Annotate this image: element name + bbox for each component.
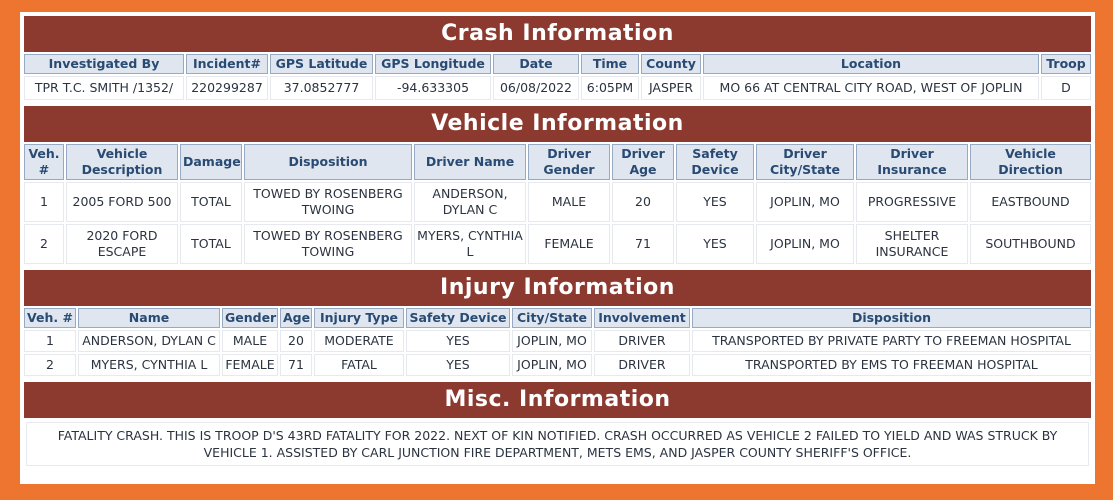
table-cell: PROGRESSIVE [856,182,968,222]
column-header: Driver Age [612,144,674,180]
table-row [24,330,1091,352]
table-cell: YES [676,224,754,264]
table-cell: YES [406,330,510,352]
column-header: Veh. # [24,144,64,180]
table-cell: MALE [222,330,278,352]
injury-information-heading: Injury Information [24,270,1091,306]
column-header: GPS Latitude [270,54,373,74]
table-cell: DRIVER [594,330,690,352]
table-row [24,76,1091,100]
table-cell: MALE [528,182,610,222]
table-cell: ANDERSON, DYLAN C [414,182,526,222]
column-header: Time [581,54,639,74]
table-cell: MYERS, CYNTHIA L [414,224,526,264]
table-cell: SHELTER INSURANCE [856,224,968,264]
column-header: Name [78,308,220,328]
column-header: Investigated By [24,54,184,74]
table-cell: TPR T.C. SMITH /1352/ [24,76,184,100]
column-header: Vehicle Direction [970,144,1091,180]
table-cell: TRANSPORTED BY PRIVATE PARTY TO FREEMAN HOSPITAL [692,330,1091,352]
crash-header-row [24,54,1091,74]
table-cell: TOWED BY ROSENBERG TOWING [244,224,412,264]
table-cell: EASTBOUND [970,182,1091,222]
column-header: County [641,54,701,74]
table-cell: 1 [24,330,76,352]
table-cell: YES [406,354,510,376]
table-cell: JOPLIN, MO [756,182,854,222]
table-row [24,182,1091,222]
table-cell: MYERS, CYNTHIA L [78,354,220,376]
table-row [24,224,1091,264]
table-cell: YES [676,182,754,222]
column-header: Disposition [692,308,1091,328]
vehicle-header-row [24,144,1091,180]
table-cell: MODERATE [314,330,404,352]
table-cell: FEMALE [528,224,610,264]
table-cell: 20 [280,330,312,352]
column-header: Incident# [186,54,268,74]
column-header: Vehicle Description [66,144,178,180]
table-cell: TOWED BY ROSENBERG TWOING [244,182,412,222]
table-cell: SOUTHBOUND [970,224,1091,264]
injury-information-table [22,306,1093,378]
table-cell: JOPLIN, MO [756,224,854,264]
column-header: Injury Type [314,308,404,328]
table-cell: 220299287 [186,76,268,100]
table-row [24,354,1091,376]
table-cell: -94.633305 [375,76,491,100]
table-cell: 2 [24,354,76,376]
table-cell: FEMALE [222,354,278,376]
column-header: Safety Device [676,144,754,180]
column-header: Disposition [244,144,412,180]
misc-information-text: FATALITY CRASH. THIS IS TROOP D'S 43RD FATALITY FOR 2022. NEXT OF KIN NOTIFIED. CRASH OCCURRED AS VEHICLE 2 FAILED TO YIELD AND WAS STRUCK BY VEHICLE 1. ASSISTED BY CARL JUNCTION FIRE DEPARTMENT, METS EMS, AND JASPER COUNTY SHERIFF'S OFFICE. [26,422,1089,466]
table-cell: 2005 FORD 500 [66,182,178,222]
table-cell: 71 [612,224,674,264]
column-header: Driver Insurance [856,144,968,180]
crash-report-panel [20,12,1095,484]
table-cell: DRIVER [594,354,690,376]
column-header: Involvement [594,308,690,328]
table-cell: MO 66 AT CENTRAL CITY ROAD, WEST OF JOPLIN [703,76,1039,100]
column-header: GPS Longitude [375,54,491,74]
column-header: Troop [1041,54,1091,74]
table-cell: TOTAL [180,182,242,222]
column-header: City/State [512,308,592,328]
column-header: Driver City/State [756,144,854,180]
column-header: Date [493,54,579,74]
column-header: Location [703,54,1039,74]
table-cell: 2 [24,224,64,264]
table-cell: ANDERSON, DYLAN C [78,330,220,352]
table-cell: 2020 FORD ESCAPE [66,224,178,264]
table-cell: D [1041,76,1091,100]
vehicle-information-heading: Vehicle Information [24,106,1091,142]
column-header: Age [280,308,312,328]
vehicle-information-table [22,142,1093,266]
table-cell: 6:05PM [581,76,639,100]
table-cell: 06/08/2022 [493,76,579,100]
table-cell: JASPER [641,76,701,100]
column-header: Safety Device [406,308,510,328]
misc-information-heading: Misc. Information [24,382,1091,418]
table-cell: TOTAL [180,224,242,264]
column-header: Veh. # [24,308,76,328]
crash-information-heading: Crash Information [24,16,1091,52]
table-cell: TRANSPORTED BY EMS TO FREEMAN HOSPITAL [692,354,1091,376]
table-cell: 1 [24,182,64,222]
crash-information-table [22,52,1093,102]
injury-header-row [24,308,1091,328]
column-header: Driver Gender [528,144,610,180]
column-header: Driver Name [414,144,526,180]
table-cell: JOPLIN, MO [512,354,592,376]
table-cell: 20 [612,182,674,222]
table-cell: 37.0852777 [270,76,373,100]
column-header: Gender [222,308,278,328]
table-cell: 71 [280,354,312,376]
table-cell: FATAL [314,354,404,376]
column-header: Damage [180,144,242,180]
table-cell: JOPLIN, MO [512,330,592,352]
